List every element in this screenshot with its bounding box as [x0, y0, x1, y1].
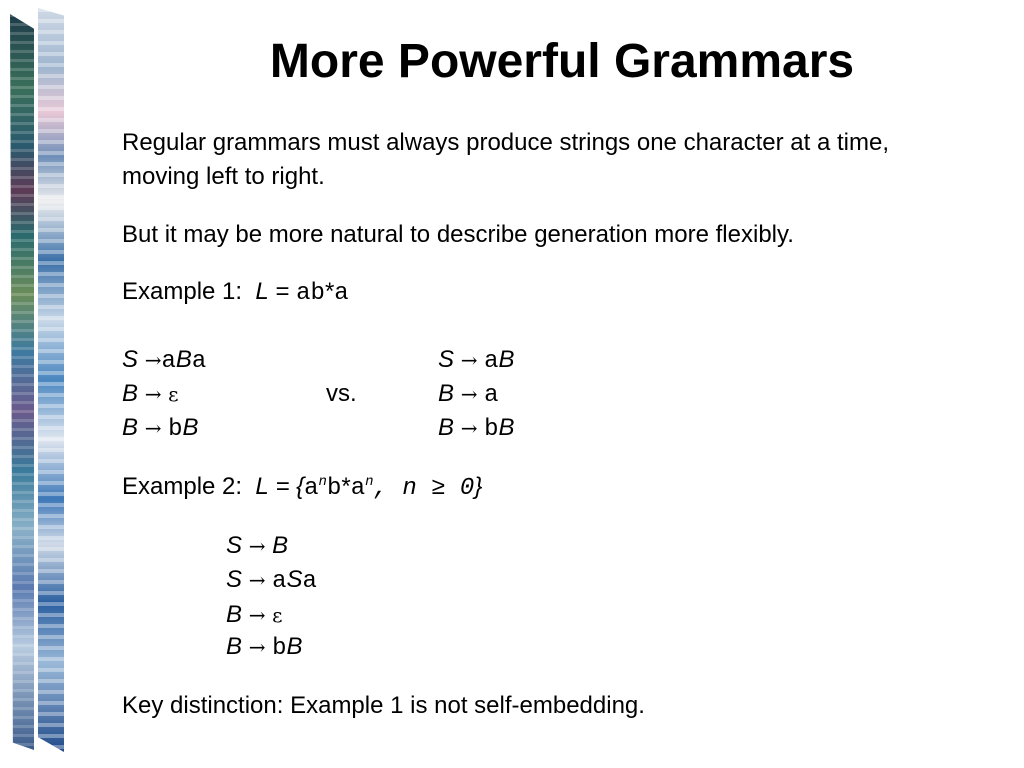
arrow-icon: →	[248, 635, 266, 659]
ex1-right-rule-1	[438, 343, 515, 379]
arrow-icon: →	[460, 382, 478, 406]
versus-label: vs.	[326, 380, 357, 407]
rule-terminal: a	[302, 568, 317, 595]
ex1-left-rule-3	[122, 411, 199, 447]
epsilon-symbol: ε	[168, 382, 179, 406]
rule-terminal: a	[161, 348, 176, 375]
ex1-left-rule-2	[122, 377, 179, 411]
rule-lhs: B	[438, 414, 455, 441]
rule-nonterminal: B	[175, 346, 192, 373]
arrow-icon: →	[248, 603, 266, 627]
ex2-rule-1	[226, 529, 288, 563]
decorative-art-strip-left	[10, 14, 34, 750]
rule-terminal: a	[484, 348, 499, 375]
ex1-right-rule-3	[438, 411, 515, 447]
rule-lhs: S	[438, 346, 455, 373]
example1-language-var: L	[255, 278, 269, 305]
example1-heading	[122, 275, 952, 311]
example2-a1: a	[304, 475, 319, 502]
rule-lhs: S	[122, 346, 139, 373]
rule-nonterminal: B	[498, 346, 515, 373]
example2-star: *	[341, 473, 351, 500]
epsilon-symbol: ε	[272, 603, 283, 627]
ex2-rule-2	[226, 563, 317, 599]
rule-lhs: S	[226, 532, 243, 559]
example2-close-brace: }	[474, 473, 483, 500]
example1-expr-ab: ab	[296, 280, 325, 307]
slide-title: More Powerful Grammars	[269, 35, 855, 88]
rule-terminal: a	[272, 568, 287, 595]
arrow-icon: →	[248, 534, 266, 558]
arrow-icon: →	[144, 348, 162, 372]
example2-a2: a	[350, 475, 366, 502]
rule-lhs: B	[226, 601, 243, 628]
paragraph-regular-grammars: Regular grammars must always produce strings one character at a time, moving left to right.	[122, 129, 889, 190]
rule-terminal: b	[168, 416, 183, 443]
rule-terminal: a	[484, 382, 499, 409]
arrow-icon: →	[248, 568, 266, 592]
rule-lhs: B	[438, 380, 455, 407]
example1-equals: =	[275, 278, 290, 305]
rule-lhs: B	[122, 414, 139, 441]
example1-label: Example 1:	[122, 278, 243, 305]
decorative-art-strip-right	[38, 8, 64, 752]
paragraph-flexibly: But it may be more natural to describe generation more flexibly.	[122, 221, 794, 248]
key-distinction: Key distinction: Example 1 is not self-embedding.	[122, 692, 645, 719]
rule-terminal: b	[484, 416, 499, 443]
rule-lhs: B	[226, 633, 243, 660]
rule-terminal: a	[191, 348, 207, 375]
rule-nonterminal: B	[498, 414, 515, 441]
example2-label: Example 2:	[122, 473, 243, 500]
ex2-rule-3	[226, 598, 283, 632]
ex1-left-rule-1	[122, 343, 206, 379]
arrow-icon: →	[144, 416, 162, 440]
rule-nonterminal: B	[272, 532, 289, 559]
arrow-icon: →	[460, 416, 478, 440]
rule-lhs: S	[226, 566, 243, 593]
arrow-icon: →	[460, 348, 478, 372]
example2-superscript-n: n	[365, 474, 374, 490]
ex2-rule-4	[226, 630, 303, 666]
example1-star: *	[324, 278, 335, 305]
ex1-right-rule-2	[438, 377, 499, 413]
example1-expr-a: a	[334, 280, 349, 307]
example2-equals-brace: = {	[275, 473, 305, 500]
arrow-icon: →	[144, 382, 162, 406]
rule-terminal: b	[272, 635, 287, 662]
example2-heading	[122, 470, 952, 506]
rule-nonterminal: B	[182, 414, 199, 441]
example2-condition: , n ≥ 0	[373, 475, 475, 502]
rule-nonterminal: S	[286, 566, 303, 593]
rule-nonterminal: B	[286, 633, 303, 660]
example2-b: b	[326, 475, 342, 502]
example2-superscript-n: n	[318, 474, 327, 490]
example2-language-var: L	[255, 473, 269, 500]
rule-lhs: B	[122, 380, 139, 407]
